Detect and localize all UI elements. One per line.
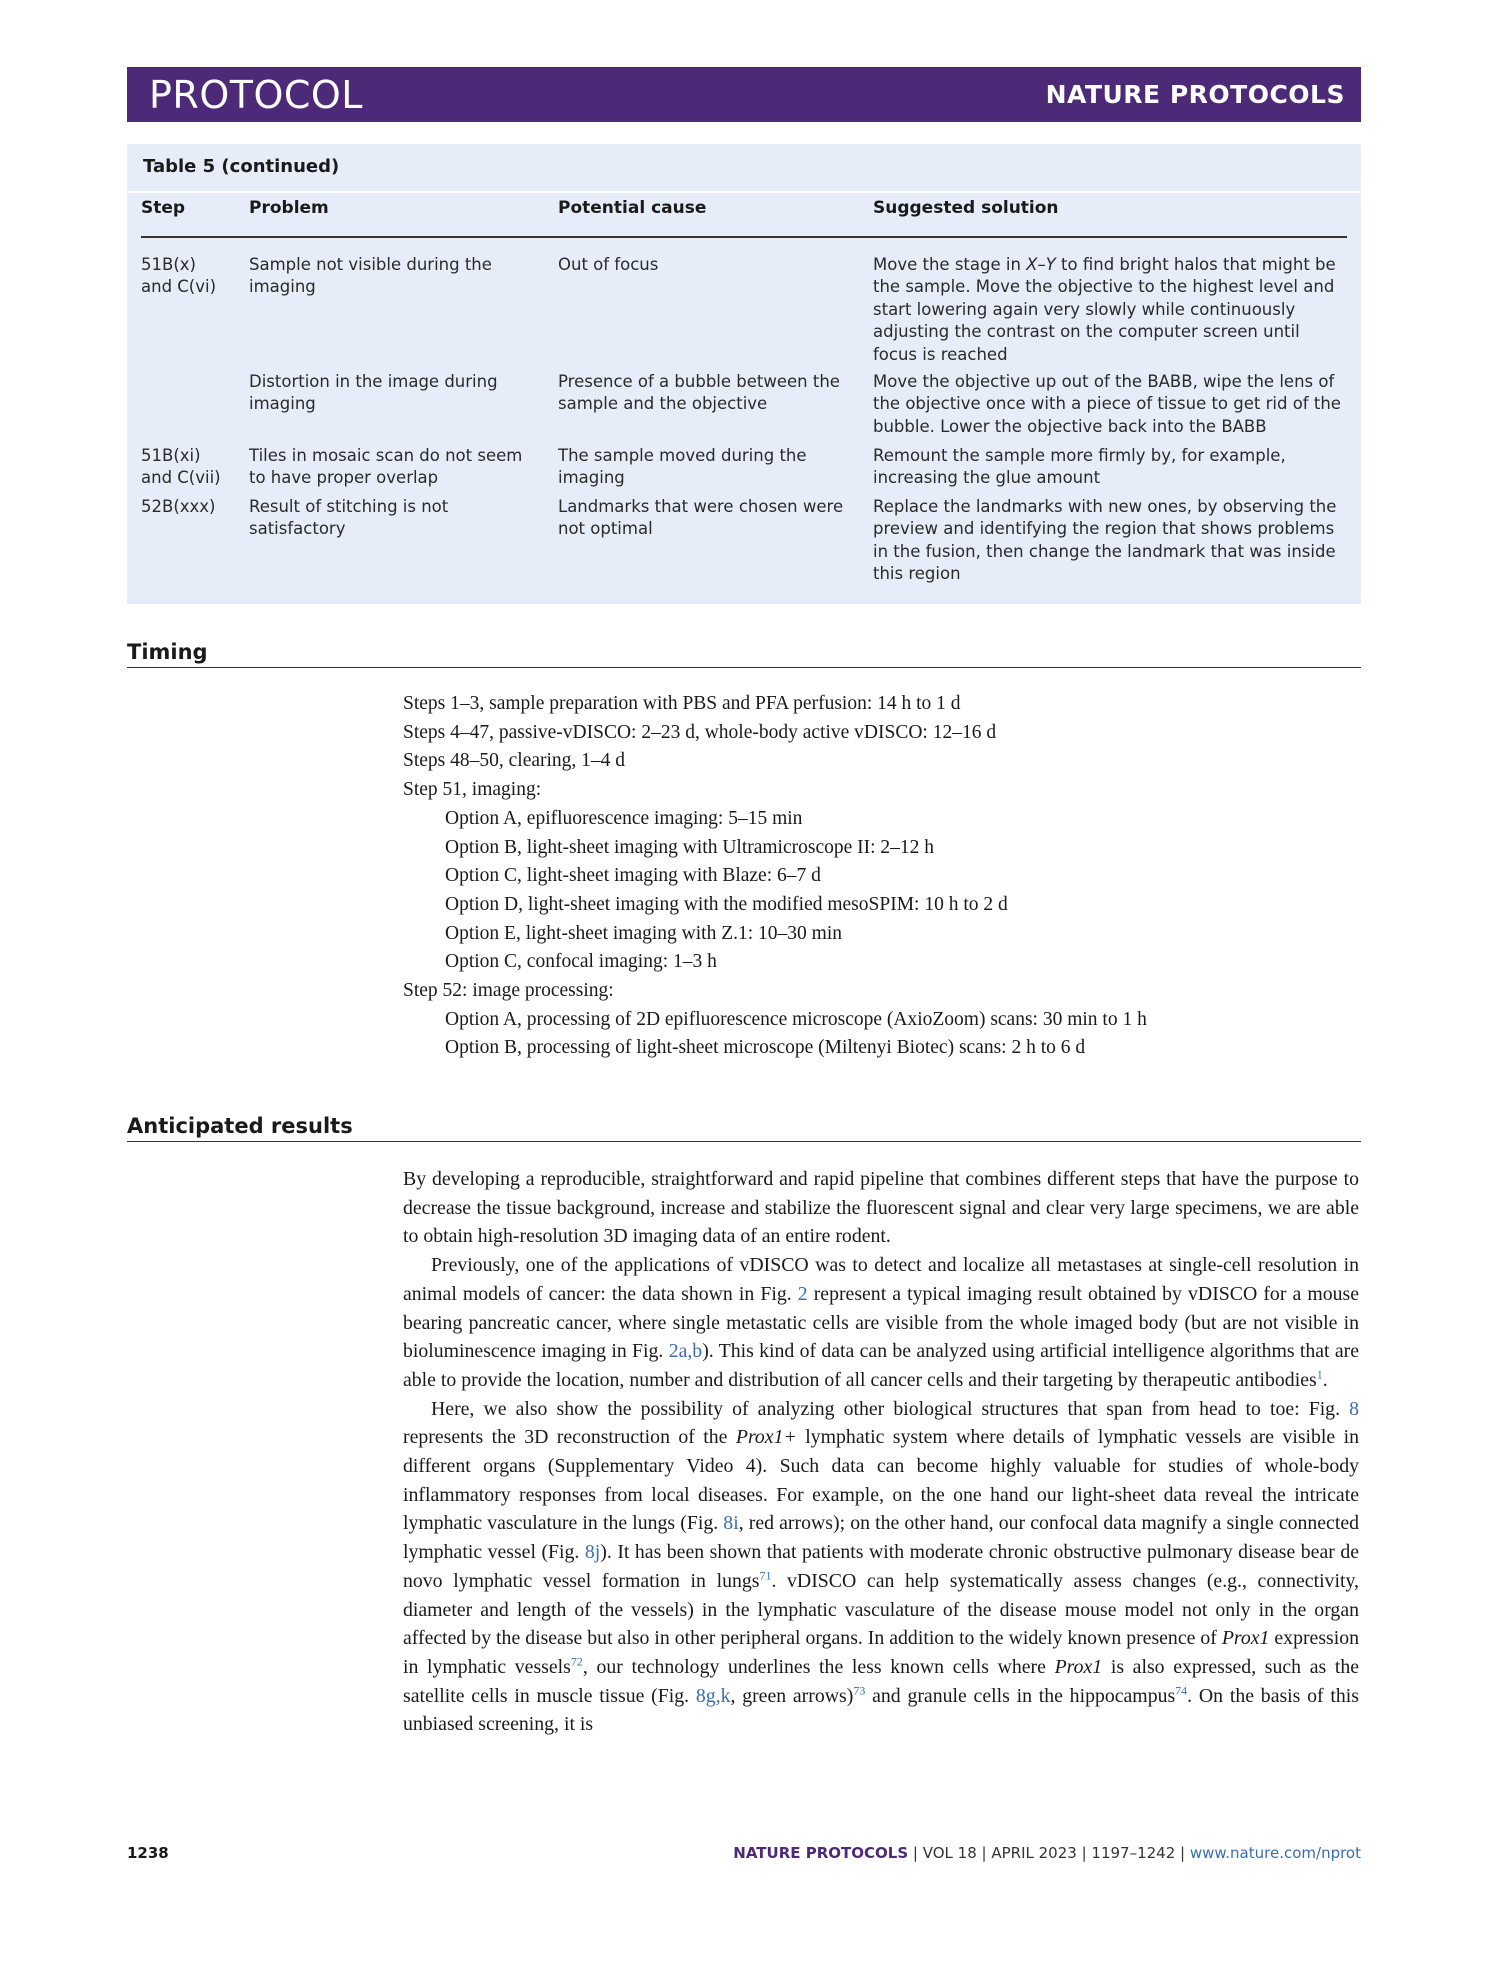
timing-option: Option A, epifluorescence imaging: 5–15 min — [445, 807, 803, 829]
paragraph: Here, we also show the possibility of analyzing other biological structures that span from head to toe: Fig. 8 represents the 3D reconstruction of the Prox1+ lymphatic system where details of lymphatic vessels are visible in different organs (Supplementary Video 4). Such data can become highly valuable for studies of whole-body inflammatory responses from local diseases. For example, on the one hand our light-sheet data reveal the intricate lymphatic vasculature in the lungs (Fig. 8i, red arrows); on the other hand, our confocal data magnify a single connected lymphatic vessel (Fig. 8j). It has been shown that patients with moderate chronic obstructive pulmonary disease bear de novo lymphatic vessel formation in lungs$^{71}$. vDISCO can help systematically assess changes (e.g., connectivity, diameter and length of the vessels) in the lymphatic vasculature of the disease mouse model not only in the organ affected by the disease but also in other peripheral organs. In addition to the widely known presence of Prox1 expression in lymphatic vessels$^{72}$, our technology underlines the less known cells where Prox1 is also expressed, such as the satellite cells in muscle tissue (Fig. 8g,k, green arrows)$^{73}$ and granule cells in the hippocampus$^{74}$. On the basis of this unbiased screening, it is — [403, 1397, 1360, 1736]
timing-option: Option B, processing of light-sheet microscope (Miltenyi Biotec) scans: 2 h to 6 d — [445, 1037, 1086, 1059]
page-number: 1238 — [127, 1844, 169, 1862]
timing-line: Steps 1–3, sample preparation with PBS and PFA perfusion: 14 h to 1 d — [403, 693, 961, 714]
table-cell-step: 52B(xxx) — [141, 497, 216, 516]
table-caption: Table 5 (continued) — [143, 156, 340, 177]
table-cell-step: 51B(xi) and C(vii) — [141, 446, 221, 488]
figure-link[interactable]: 2 — [797, 1282, 808, 1305]
paragraph: By developing a reproducible, straightforward and rapid pipeline that combines different steps that have the purpose to decrease the tissue background, increase and stabilize the fluorescent signal and clear very large specimens, we are able to obtain high-resolution 3D imaging data of an entire rodent. — [403, 1168, 1359, 1248]
footer-date: APRIL 2023 — [991, 1844, 1077, 1862]
table-cell-cause: Presence of a bubble between the sample and the objective — [558, 372, 840, 414]
timing-line: Step 51, imaging: — [403, 779, 542, 801]
table-cell-solution: Remount the sample more firmly by, for example, increasing the glue amount — [873, 446, 1286, 488]
column-header-solution: Suggested solution — [873, 198, 1059, 218]
table-cell-problem: Tiles in mosaic scan do not seem to have proper overlap — [249, 446, 523, 488]
timing-option: Option E, light-sheet imaging with Z.1: 10–30 min — [445, 922, 843, 944]
table-cell-problem: Sample not visible during the imaging — [249, 255, 492, 297]
footer-pages: 1197–1242 — [1091, 1844, 1176, 1862]
citation-link[interactable]: 72 — [570, 1654, 583, 1669]
journal-header-band — [127, 67, 1361, 122]
footer-journal: NATURE PROTOCOLS — [733, 1844, 909, 1862]
table-cell-problem: Distortion in the image during imaging — [249, 372, 498, 414]
timing-option: Option A, processing of 2D epifluorescence microscope (AxioZoom) scans: 30 min to 1 h — [445, 1008, 1147, 1030]
citation-link[interactable]: 1 — [1316, 1367, 1323, 1382]
paragraph: Previously, one of the applications of vDISCO was to detect and localize all metastases at single-cell resolution in animal models of cancer: the data shown in Fig. 2 represent a typical imaging result obtained by vDISCO for a mouse bearing pancreatic cancer, where single metastatic cells are visible from the whole imaged body (but are not visible in bioluminescence imaging in Fig. 2a,b). This kind of data can be analyzed using artificial intelligence algorithms that are able to provide the location, number and distribution of all cancer cells and their targeting by therapeutic antibodies$^1$. — [403, 1254, 1359, 1391]
troubleshooting-table — [127, 144, 1361, 604]
table-cell-cause: The sample moved during the imaging — [558, 446, 807, 488]
table-cell-cause: Landmarks that were chosen were not optimal — [558, 497, 844, 539]
figure-link[interactable]: 8i — [723, 1512, 739, 1535]
column-header-problem: Problem — [249, 198, 329, 218]
timing-option: Option D, light-sheet imaging with the modified mesoSPIM: 10 h to 2 d — [445, 893, 1008, 915]
timing-option: Option C, light-sheet imaging with Blaze: 6–7 d — [445, 865, 821, 887]
footer-url-link[interactable]: www.nature.com/nprot — [1189, 1844, 1361, 1862]
table-cell-step: 51B(x) and C(vi) — [141, 255, 217, 297]
journal-name: NATURE PROTOCOLS — [1045, 80, 1345, 109]
figure-link[interactable]: 8j — [584, 1541, 601, 1564]
column-header-step: Step — [141, 198, 186, 218]
timing-list — [403, 690, 1353, 1063]
table-cell-problem: Result of stitching is not satisfactory — [249, 497, 449, 539]
figure-link[interactable]: 2a,b — [668, 1340, 703, 1363]
section-label: PROTOCOL — [149, 72, 363, 117]
timing-option: Option C, confocal imaging: 1–3 h — [445, 951, 717, 973]
timing-heading: Timing — [127, 640, 1361, 668]
timing-line: Steps 4–47, passive-vDISCO: 2–23 d, whole-body active vDISCO: 12–16 d — [403, 721, 997, 743]
figure-link[interactable]: 8 — [1349, 1397, 1359, 1420]
figure-link[interactable]: 8g,k — [695, 1684, 731, 1707]
caption-divider — [127, 191, 1361, 193]
header-divider — [141, 236, 1347, 238]
column-header-cause: Potential cause — [558, 198, 707, 218]
anticipated-results-heading: Anticipated results — [127, 1114, 1361, 1142]
anticipated-results-body — [403, 1165, 1359, 1739]
citation-link[interactable]: 73 — [853, 1683, 866, 1698]
table-cell-solution: Move the stage in X–Y to find bright halos that might be the sample. Move the objective to the highest level and start lowering again very slowly while continuously adjusting the contrast on the computer screen until focus is reached — [873, 255, 1336, 364]
timing-line: Step 52: image processing: — [403, 980, 614, 1002]
table-cell-cause: Out of focus — [558, 255, 659, 274]
footer-volume: VOL 18 — [922, 1844, 977, 1862]
citation-link[interactable]: 71 — [759, 1568, 772, 1583]
table-cell-solution: Move the objective up out of the BABB, wipe the lens of the objective once with a piece of tissue to get rid of the bubble. Lower the objective back into the BABB — [873, 372, 1341, 436]
timing-option: Option B, light-sheet imaging with Ultramicroscope II: 2–12 h — [445, 836, 935, 858]
table-cell-solution: Replace the landmarks with new ones, by observing the preview and identifying the region that shows problems in the fusion, then change the landmark that was inside this region — [873, 497, 1337, 584]
citation-link[interactable]: 74 — [1175, 1683, 1188, 1698]
footer-citation: NATURE PROTOCOLS | VOL 18 | APRIL 2023 | 1197–1242 | www.nature.com/nprot — [733, 1844, 1361, 1862]
timing-line: Steps 48–50, clearing, 1–4 d — [403, 750, 626, 772]
